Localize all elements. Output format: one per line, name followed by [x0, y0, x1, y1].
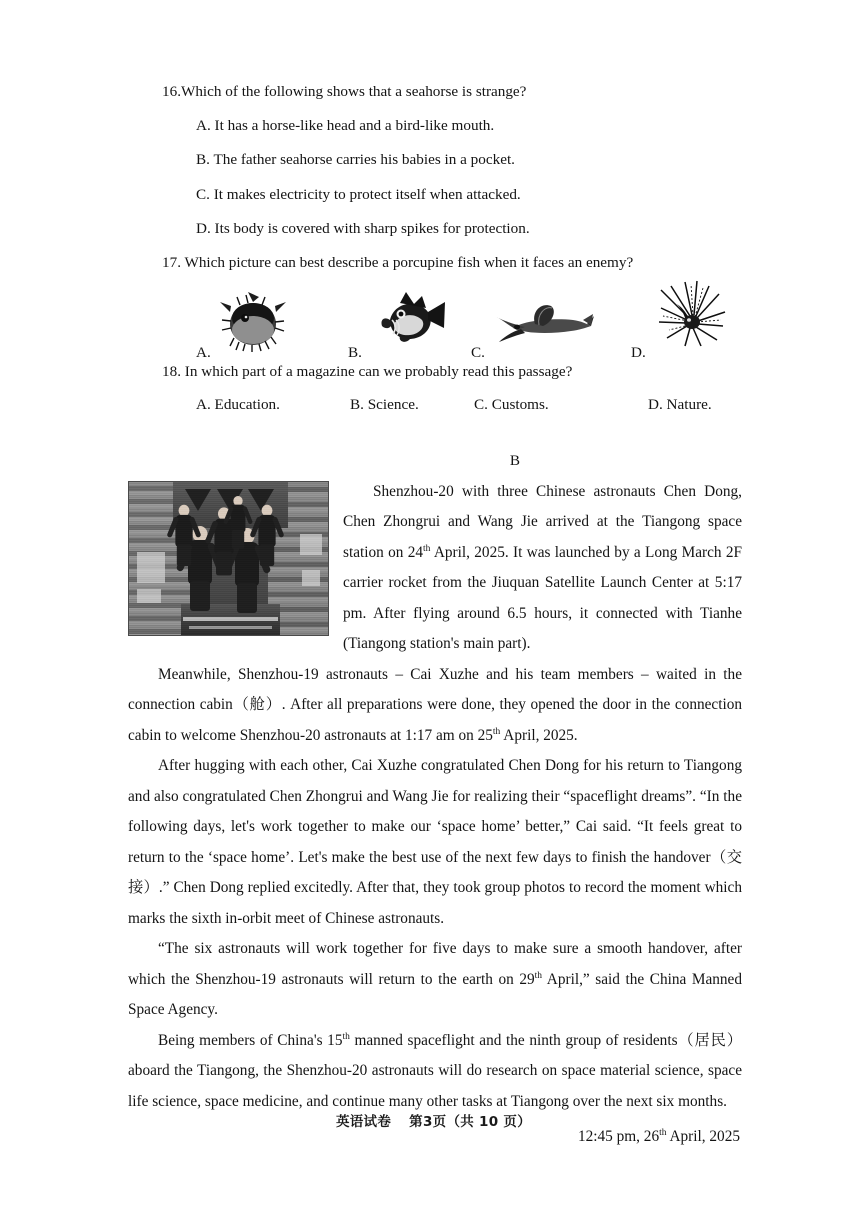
passage-p4-text-b: April,” said the China Manned Space Agency. [128, 970, 742, 1019]
question-16-option-b: B. The father seahorse carries his babies in a pocket. [196, 151, 515, 169]
question-16-option-c: C. It makes electricity to protect itself when attacked. [196, 185, 521, 203]
byline-text-b: April, 2025 [666, 1128, 740, 1146]
pufferfish-inflated-icon [218, 288, 288, 352]
flying-fish-icon [495, 294, 595, 344]
question-17 [128, 255, 742, 360]
question-17-option-a-label: A. [196, 344, 211, 362]
question-16-stem: 16.Which of the following shows that a seahorse is strange? [162, 83, 527, 100]
question-18-options [162, 396, 742, 418]
passage-p2-text-b: April, 2025. [500, 726, 578, 744]
footer-page-number: 第3页（共 10 页） [409, 1114, 532, 1130]
question-17-option-b-label: B. [348, 344, 362, 362]
passage-p1-text-b: April, 2025. It was launched by a Long March 2F carrier rocket from the Jiuquan Satellite Launch Center at 5:17 pm. After flying around 6.5 hours, it connected with Tianhe (Tiangong station's main part). [343, 543, 742, 653]
passage-paragraph-5 [128, 1026, 742, 1118]
question-18-option-a: A. Education. [196, 396, 280, 414]
passage-p4-ordinal: th [534, 970, 543, 981]
passage-paragraph-2 [128, 660, 742, 752]
question-18-option-c: C. Customs. [474, 396, 549, 414]
passage-p1-ordinal: th [423, 543, 431, 554]
passage-p4-text-a: “The six astronauts will work together for five days to make sure a smooth handover, after which the Shenzhou-19 astronauts will return to the earth on 29 [128, 940, 742, 988]
question-17-option-d-label: D. [631, 344, 646, 362]
passage-p5-ordinal: th [342, 1031, 350, 1042]
question-16 [128, 84, 742, 236]
passage-p2-ordinal: th [492, 726, 501, 737]
passage-paragraph-3: After hugging with each other, Cai Xuzhe congratulated Chen Dong for his return to Tiangong and also congratulated Chen Zhongrui and Wang Jie for realizing their “spaceflight dreams”. “In the following days, let's work together to make our ‘space home’ better,” Cai said. “It feels great to return to the ‘space home’. Let's make the best use of the next few days to finish the handover（交接）.” Chen Dong replied excitedly. After that, they took group photos to record the moment which marks the sixth in-orbit meet of Chinese astronauts. [128, 757, 742, 927]
astronauts-in-space-station-photo [128, 481, 329, 636]
question-18-option-b: B. Science. [350, 396, 419, 414]
passage-p5-text-b: manned spaceflight and the ninth group of residents（居民）aboard the Tiangong, the Shenzhou-20 astronauts will do research on space material science, space life science, space medicine, and continue many other tasks at Tiangong over the next six months. [128, 1031, 742, 1110]
page-footer [0, 1110, 867, 1130]
footer-subject: 英语试卷 [335, 1114, 392, 1130]
lionfish-icon [651, 278, 729, 348]
question-16-option-a: A. It has a horse-like head and a bird-like mouth. [196, 117, 495, 135]
question-16-option-d: D. Its body is covered with sharp spikes for protection. [196, 219, 530, 237]
question-18-option-d: D. Nature. [648, 396, 712, 414]
passage-section-label: B [509, 452, 521, 470]
fish-side-view-icon [370, 290, 448, 346]
byline-text-a: 12:45 pm, 26 [577, 1128, 660, 1146]
question-17-picture-options [158, 276, 742, 360]
question-18 [128, 364, 742, 418]
passage-p5-text-a: Being members of China's 15 [158, 1031, 343, 1049]
page-content [128, 84, 742, 1153]
reading-passage [128, 477, 742, 1153]
question-18-stem: 18. In which part of a magazine can we probably read this passage? [162, 363, 573, 381]
passage-paragraph-4 [128, 934, 742, 1026]
passage-p2-text-a: Meanwhile, Shenzhou-19 astronauts – Cai Xuzhe and his team members – waited in the connection cabin（舱）. After all preparations were done, they opened the door in the connection cabin to welcome Shenzhou-20 astronauts at 1:17 am on 25 [128, 665, 742, 744]
question-17-option-c-label: C. [471, 344, 485, 362]
question-17-stem: 17. Which picture can best describe a porcupine fish when it faces an enemy? [162, 254, 634, 272]
passage-p1-text-a: Shenzhou-20 with three Chinese astronauts Chen Dong, Chen Zhongrui and Wang Jie arrived at the Tiangong space station on 24 [343, 482, 742, 561]
byline-ordinal: th [659, 1128, 667, 1139]
